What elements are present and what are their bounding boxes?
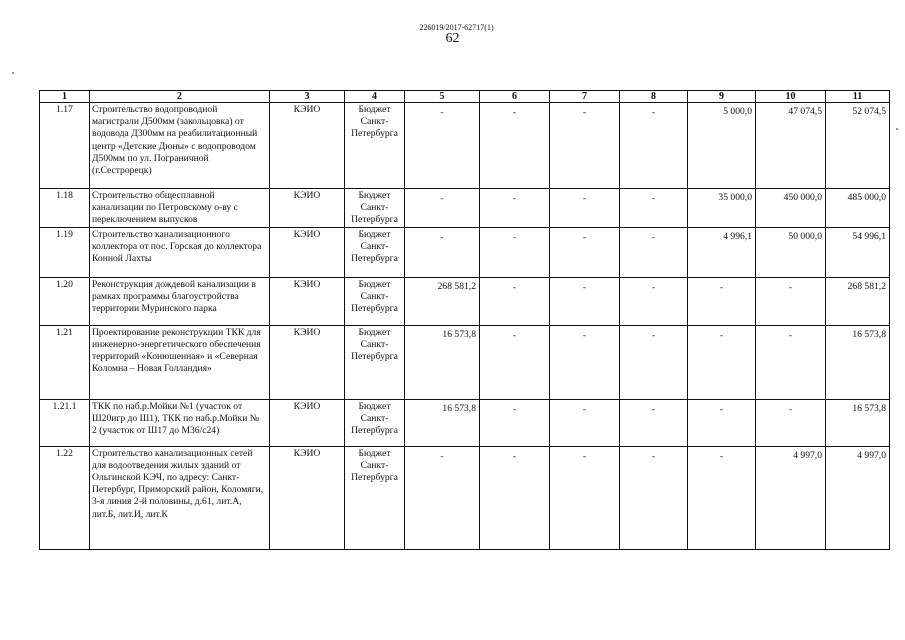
- funding-source-cell: Бюджет Санкт-Петербурга: [345, 399, 405, 446]
- value-cell: -: [480, 277, 550, 325]
- document-id: 226019/2017-62717(1): [419, 23, 494, 32]
- executor-cell: КЭИО: [270, 103, 345, 189]
- funding-source-cell: Бюджет Санкт-Петербурга: [345, 277, 405, 325]
- column-header: 4: [345, 91, 405, 103]
- executor-cell: КЭИО: [270, 446, 345, 549]
- value-cell: -: [620, 446, 688, 549]
- value-cell: 50 000,0: [756, 227, 826, 277]
- value-cell: -: [550, 325, 620, 399]
- table-row: [40, 446, 890, 549]
- item-description: ТКК по наб.р.Мойки №1 (участок от Ш20игр до Ш1), ТКК по наб.р.Мойки № 2 (участок от Ш17 до М36/с24): [90, 399, 270, 446]
- column-header: 2: [90, 91, 270, 103]
- row-number: 1.19: [40, 227, 90, 277]
- funding-source-cell: Бюджет Санкт-Петербурга: [345, 446, 405, 549]
- value-cell: -: [620, 325, 688, 399]
- value-cell: -: [480, 227, 550, 277]
- value-cell: 16 573,8: [405, 325, 480, 399]
- value-cell: -: [620, 277, 688, 325]
- row-number: 1.21.1: [40, 399, 90, 446]
- value-cell: 35 000,0: [688, 189, 756, 228]
- table-row: [40, 277, 890, 325]
- row-number: 1.18: [40, 189, 90, 228]
- total-cell: 485 000,0: [826, 189, 890, 228]
- item-description: Строительство канализационного коллектора от пос. Горская до коллектора Конной Лахты: [90, 227, 270, 277]
- executor-cell: КЭИО: [270, 189, 345, 228]
- table-row: [40, 103, 890, 189]
- item-description: Проектирование реконструкции ТКК для инженерно-энергетического обеспечения территорий «Конюшенная» и «Северная Коломна – Новая Голландия»: [90, 325, 270, 399]
- value-cell: -: [688, 277, 756, 325]
- value-cell: -: [405, 103, 480, 189]
- value-cell: -: [620, 189, 688, 228]
- table-row: [40, 227, 890, 277]
- total-cell: 16 573,8: [826, 399, 890, 446]
- row-number: 1.17: [40, 103, 90, 189]
- column-header: 6: [480, 91, 550, 103]
- value-cell: -: [756, 399, 826, 446]
- funding-source-cell: Бюджет Санкт-Петербурга: [345, 325, 405, 399]
- value-cell: -: [620, 103, 688, 189]
- total-cell: 4 997,0: [826, 446, 890, 549]
- value-cell: 268 581,2: [405, 277, 480, 325]
- funding-source-cell: Бюджет Санкт-Петербурга: [345, 189, 405, 228]
- row-number: 1.22: [40, 446, 90, 549]
- executor-cell: КЭИО: [270, 227, 345, 277]
- value-cell: 450 000,0: [756, 189, 826, 228]
- value-cell: -: [480, 103, 550, 189]
- table-row: [40, 325, 890, 399]
- value-cell: -: [550, 446, 620, 549]
- executor-cell: КЭИО: [270, 325, 345, 399]
- table-header-row: [40, 91, 890, 103]
- value-cell: -: [480, 399, 550, 446]
- value-cell: 5 000,0: [688, 103, 756, 189]
- value-cell: -: [550, 103, 620, 189]
- value-cell: -: [550, 399, 620, 446]
- value-cell: -: [405, 227, 480, 277]
- page-number: 62: [445, 31, 460, 46]
- value-cell: -: [550, 189, 620, 228]
- value-cell: -: [688, 446, 756, 549]
- budget-table: [39, 90, 890, 550]
- value-cell: -: [480, 189, 550, 228]
- value-cell: -: [405, 446, 480, 549]
- value-cell: -: [550, 277, 620, 325]
- value-cell: 4 996,1: [688, 227, 756, 277]
- row-number: 1.21: [40, 325, 90, 399]
- value-cell: -: [405, 189, 480, 228]
- scan-artifact: [896, 128, 898, 130]
- item-description: Строительство канализационных сетей для водоотведения жилых зданий от Ольгинской КЭЧ, по адресу: Санкт-Петербург, Приморский район, Коломяги, 3-я линия 2-й половины, д.61, лит.А, лит.Б, лит.И, лит.К: [90, 446, 270, 549]
- executor-cell: КЭИО: [270, 277, 345, 325]
- total-cell: 16 573,8: [826, 325, 890, 399]
- column-header: 5: [405, 91, 480, 103]
- total-cell: 268 581,2: [826, 277, 890, 325]
- table-row: [40, 399, 890, 446]
- scan-artifact: [12, 72, 14, 74]
- value-cell: -: [620, 399, 688, 446]
- total-cell: 52 074,5: [826, 103, 890, 189]
- value-cell: -: [480, 325, 550, 399]
- row-number: 1.20: [40, 277, 90, 325]
- column-header: 10: [756, 91, 826, 103]
- value-cell: 47 074,5: [756, 103, 826, 189]
- column-header: 3: [270, 91, 345, 103]
- value-cell: 16 573,8: [405, 399, 480, 446]
- item-description: Строительство водопроводной магистрали Д500мм (закольцовка) от водовода Д300мм на реабилитационный центр «Детские Дюны» с водопроводом Д500мм по ул. Пограничной (г.Сестрорецк): [90, 103, 270, 189]
- funding-source-cell: Бюджет Санкт-Петербурга: [345, 227, 405, 277]
- value-cell: -: [620, 227, 688, 277]
- item-description: Реконструкция дождевой канализации в рамках программы благоустройства территории Муринского парка: [90, 277, 270, 325]
- total-cell: 54 996,1: [826, 227, 890, 277]
- column-header: 9: [688, 91, 756, 103]
- column-header: 1: [40, 91, 90, 103]
- funding-source-cell: Бюджет Санкт-Петербурга: [345, 103, 405, 189]
- column-header: 11: [826, 91, 890, 103]
- value-cell: -: [756, 325, 826, 399]
- item-description: Строительство общесплавной канализации по Петровскому о-ву с переключением выпусков: [90, 189, 270, 228]
- executor-cell: КЭИО: [270, 399, 345, 446]
- table-row: [40, 189, 890, 228]
- value-cell: 4 997,0: [756, 446, 826, 549]
- value-cell: -: [480, 446, 550, 549]
- value-cell: -: [688, 325, 756, 399]
- column-header: 8: [620, 91, 688, 103]
- value-cell: -: [688, 399, 756, 446]
- value-cell: -: [550, 227, 620, 277]
- column-header: 7: [550, 91, 620, 103]
- value-cell: -: [756, 277, 826, 325]
